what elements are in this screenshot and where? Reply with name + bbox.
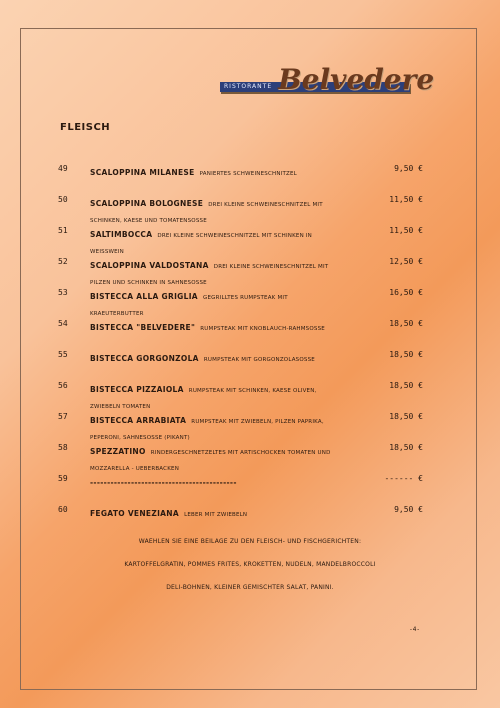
section-title: FLEISCH xyxy=(60,122,111,133)
menu-item-price: 9,50 € xyxy=(394,505,423,514)
menu-item xyxy=(58,288,423,319)
menu-item-description xyxy=(90,412,335,444)
menu-item-description xyxy=(90,474,335,490)
menu-item xyxy=(58,226,423,257)
menu-item-detail: RUMPSTEAK MIT GORGONZOLASOSSE xyxy=(203,357,315,363)
menu-list xyxy=(58,164,423,536)
menu-item xyxy=(58,257,423,288)
menu-item-name: BISTECCA ALLA GRIGLIA xyxy=(90,292,198,301)
menu-item-description xyxy=(90,443,335,475)
menu-item-detail: DREI KLEINE SCHWEINESCHNITZEL MIT PILZEN UND SCHINKEN IN SAHNESOSSE xyxy=(90,264,329,286)
menu-item xyxy=(58,350,423,381)
menu-item xyxy=(58,195,423,226)
menu-item-name: BISTECCA ARRABIATA xyxy=(90,416,187,425)
logo-name: Belvedere xyxy=(278,63,435,96)
menu-item-name: BISTECCA GORGONZOLA xyxy=(90,354,199,363)
menu-item-price: 18,50 € xyxy=(389,350,423,359)
menu-item-number: 53 xyxy=(58,288,68,297)
restaurant-logo xyxy=(220,62,435,102)
menu-item-name: SCALOPPINA BOLOGNESE xyxy=(90,199,204,208)
menu-item-number: 51 xyxy=(58,226,68,235)
menu-item-price: 18,50 € xyxy=(389,381,423,390)
menu-item-price: 12,50 € xyxy=(389,257,423,266)
menu-item-description xyxy=(90,164,335,180)
menu-item-detail: RUMPSTEAK MIT KNOBLAUCH-RAHMSOSSE xyxy=(200,326,325,332)
menu-item-detail: DREI KLEINE SCHWEINESCHNITZEL MIT SCHINKEN IN WEISSWEIN xyxy=(90,233,312,255)
menu-item-name: FEGATO VENEZIANA xyxy=(90,509,179,518)
menu-item-name: BISTECCA "BELVEDERE" xyxy=(90,323,196,332)
menu-item-number: 57 xyxy=(58,412,68,421)
menu-item-number: 59 xyxy=(58,474,68,483)
menu-item-description xyxy=(90,195,335,227)
menu-item-description xyxy=(90,381,335,413)
page-number: -4- xyxy=(409,626,420,633)
menu-item-price: 16,50 € xyxy=(389,288,423,297)
menu-item-detail: PANIERTES SCHWEINESCHNITZEL xyxy=(199,171,297,177)
menu-item-name: BISTECCA PIZZAIOLA xyxy=(90,385,184,394)
menu-item xyxy=(58,412,423,443)
menu-item-price: 11,50 € xyxy=(389,226,423,235)
menu-item-description xyxy=(90,288,335,320)
menu-item-price: ------ € xyxy=(384,474,423,483)
menu-item-detail: GEGRILLTES RUMPSTEAK MIT KRAEUTERBUTTER xyxy=(90,295,288,317)
menu-item-price: 11,50 € xyxy=(389,195,423,204)
menu-item-name: SCALOPPINA VALDOSTANA xyxy=(90,261,209,270)
menu-item-detail: RUMPSTEAK MIT ZWIEBELN, PILZEN PAPRIKA, PEPERONI, SAHNESOSSE (PIKANT) xyxy=(90,419,324,441)
menu-item-name: SCALOPPINA MILANESE xyxy=(90,168,195,177)
menu-item xyxy=(58,381,423,412)
menu-item-number: 58 xyxy=(58,443,68,452)
menu-item xyxy=(58,474,423,505)
menu-item-number: 56 xyxy=(58,381,68,390)
menu-item-name: ------------------------------------------- xyxy=(90,478,237,487)
menu-item-description xyxy=(90,350,335,366)
menu-item-price: 9,50 € xyxy=(394,164,423,173)
menu-item-detail: DREI KLEINE SCHWEINESCHNITZEL MIT SCHINKEN, KAESE UND TOMATENSOSSE xyxy=(90,202,323,224)
menu-item-detail: LEBER MIT ZWIEBELN xyxy=(184,512,248,518)
menu-item-price: 18,50 € xyxy=(389,412,423,421)
side-dish-line-3: DELI-BOHNEN, KLEINER GEMISCHTER SALAT, PANINI. xyxy=(166,584,334,591)
menu-item-detail: RINDERGESCHNETZELTES MIT ARTISCHOCKEN TOMATEN UND MOZZARELLA - UEBERBACKEN xyxy=(90,450,331,472)
menu-item-description xyxy=(90,505,335,521)
menu-item-number: 50 xyxy=(58,195,68,204)
menu-item-number: 55 xyxy=(58,350,68,359)
menu-item xyxy=(58,319,423,350)
menu-item-price: 18,50 € xyxy=(389,443,423,452)
side-dish-line-1: WAEHLEN SIE EINE BEILAGE ZU DEN FLEISCH- UND FISCHGERICHTEN: xyxy=(138,538,362,545)
menu-item-name: SPEZZATINO xyxy=(90,447,146,456)
menu-item-description xyxy=(90,257,335,289)
menu-item xyxy=(58,443,423,474)
menu-item xyxy=(58,164,423,195)
logo-ristorante: RISTORANTE xyxy=(224,83,273,90)
menu-item-number: 60 xyxy=(58,505,68,514)
menu-item-number: 52 xyxy=(58,257,68,266)
menu-item-detail: RUMPSTEAK MIT SCHINKEN, KAESE OLIVEN, ZWIEBELN TOMATEN xyxy=(90,388,317,410)
side-dish-note xyxy=(60,530,440,599)
menu-item-name: SALTIMBOCCA xyxy=(90,230,153,239)
menu-item-number: 54 xyxy=(58,319,68,328)
menu-item-number: 49 xyxy=(58,164,68,173)
menu-item-price: 18,50 € xyxy=(389,319,423,328)
side-dish-line-2: KARTOFFELGRATIN, POMMES FRITES, KROKETTEN, NUDELN, MANDELBROCCOLI xyxy=(124,561,376,568)
menu-item-description xyxy=(90,319,335,335)
